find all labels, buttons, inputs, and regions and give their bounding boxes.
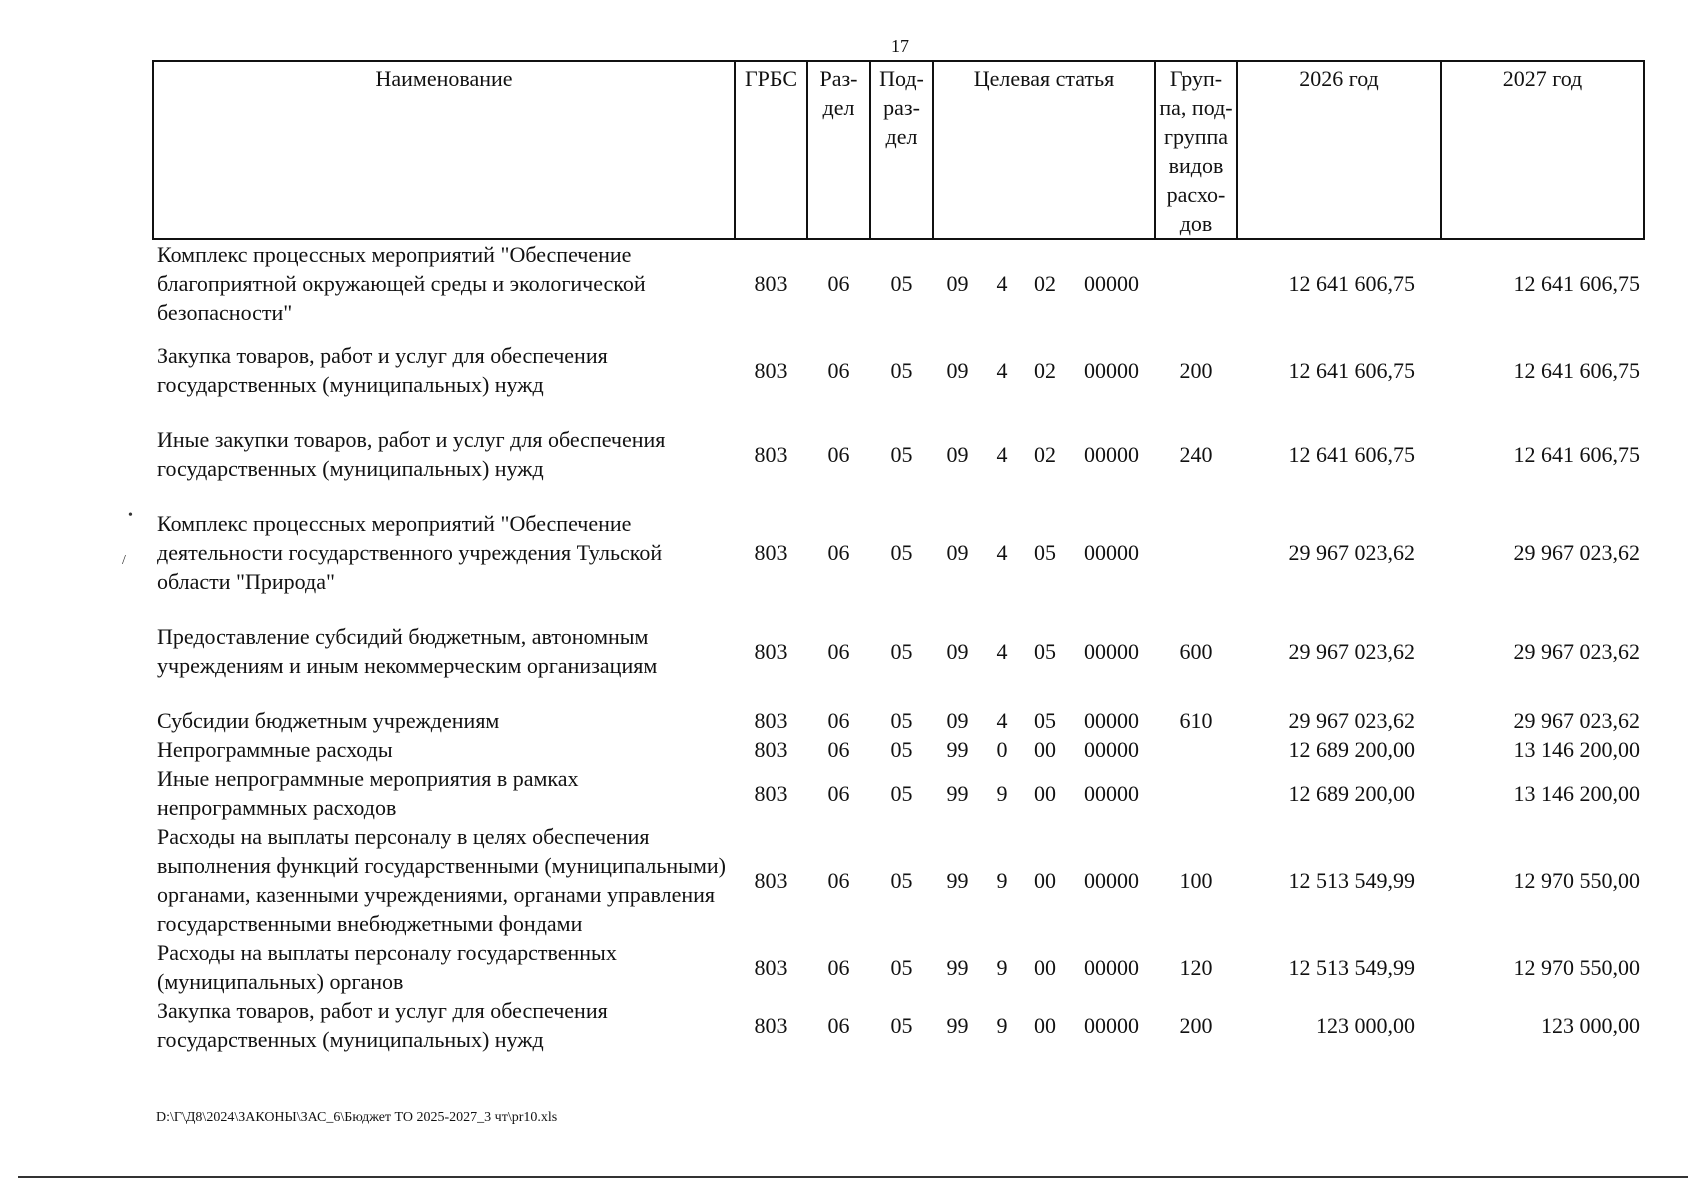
row-razdel: 06 bbox=[827, 1012, 850, 1038]
row-2026: 123 000,00 bbox=[1316, 1012, 1415, 1038]
row-grbs: 803 bbox=[754, 271, 788, 296]
row-2027: 29 967 023,62 bbox=[1513, 638, 1640, 664]
row-2027: 12 641 606,75 bbox=[1513, 441, 1640, 467]
budget-table bbox=[152, 60, 1645, 1054]
row-2027: 123 000,00 bbox=[1541, 1012, 1640, 1038]
table-row bbox=[153, 938, 1644, 996]
row-group: 200 bbox=[1179, 1012, 1213, 1038]
row-grbs: 803 bbox=[754, 708, 788, 733]
row-target-1: 99 bbox=[946, 954, 969, 980]
row-target-4: 00000 bbox=[1084, 708, 1139, 733]
row-target-2: 4 bbox=[996, 441, 1008, 467]
row-podrazdel: 05 bbox=[890, 1012, 913, 1038]
row-target-2: 4 bbox=[996, 540, 1008, 565]
row-2026: 29 967 023,62 bbox=[1288, 540, 1415, 565]
table-row bbox=[153, 735, 1644, 764]
row-target-3: 05 bbox=[1034, 708, 1056, 733]
row-target-4: 00000 bbox=[1084, 780, 1139, 806]
row-name: Закупка товаров, работ и услуг для обеспечения государственных (муниципальных) нужд bbox=[157, 343, 608, 397]
row-target-4: 00000 bbox=[1084, 638, 1139, 664]
row-target-3: 02 bbox=[1034, 441, 1056, 467]
row-target-2: 4 bbox=[996, 357, 1008, 383]
row-group: 200 bbox=[1179, 357, 1213, 383]
row-target-2: 9 bbox=[996, 1012, 1008, 1038]
row-razdel: 06 bbox=[827, 780, 850, 806]
row-podrazdel: 05 bbox=[890, 638, 913, 664]
row-razdel: 06 bbox=[827, 867, 850, 893]
row-target-3: 00 bbox=[1034, 780, 1056, 806]
row-target-3: 02 bbox=[1034, 271, 1056, 296]
page-bottom-rule bbox=[18, 1176, 1688, 1178]
row-2026: 12 689 200,00 bbox=[1288, 737, 1415, 762]
row-target-4: 00000 bbox=[1084, 954, 1139, 980]
row-2027: 13 146 200,00 bbox=[1513, 737, 1640, 762]
row-group bbox=[1155, 239, 1237, 341]
row-grbs: 803 bbox=[754, 357, 788, 383]
header-razdel: Раз- дел bbox=[807, 61, 870, 239]
row-target-2: 9 bbox=[996, 954, 1008, 980]
scan-speck: / bbox=[122, 553, 126, 568]
row-target-3: 00 bbox=[1034, 867, 1056, 893]
row-group: 100 bbox=[1179, 867, 1213, 893]
row-podrazdel: 05 bbox=[890, 441, 913, 467]
row-target-1: 09 bbox=[946, 638, 969, 664]
header-target: Целевая статья bbox=[933, 61, 1155, 239]
row-target-1: 09 bbox=[946, 708, 969, 733]
table-row bbox=[153, 425, 1644, 509]
row-target-4: 00000 bbox=[1084, 357, 1139, 383]
row-2026: 12 641 606,75 bbox=[1288, 271, 1415, 296]
row-razdel: 06 bbox=[827, 540, 850, 565]
row-target-2: 0 bbox=[996, 737, 1008, 762]
row-name: Иные закупки товаров, работ и услуг для обеспечения государственных (муниципальных) нужд bbox=[157, 427, 666, 481]
row-target-1: 09 bbox=[946, 540, 969, 565]
row-2027: 12 641 606,75 bbox=[1513, 357, 1640, 383]
row-podrazdel: 05 bbox=[890, 708, 913, 733]
row-target-2: 4 bbox=[996, 271, 1008, 296]
row-group bbox=[1155, 764, 1237, 822]
table-row bbox=[153, 509, 1644, 622]
row-2027: 12 970 550,00 bbox=[1513, 867, 1640, 893]
row-grbs: 803 bbox=[754, 780, 788, 806]
row-name: Закупка товаров, работ и услуг для обеспечения государственных (муниципальных) нужд bbox=[157, 998, 608, 1052]
row-name: Расходы на выплаты персоналу государственных (муниципальных) органов bbox=[157, 940, 617, 994]
row-razdel: 06 bbox=[827, 954, 850, 980]
row-target-3: 05 bbox=[1034, 540, 1056, 565]
row-target-3: 02 bbox=[1034, 357, 1056, 383]
row-razdel: 06 bbox=[827, 271, 850, 296]
row-name: Расходы на выплаты персоналу в целях обеспечения выполнения функций государственными (муниципальными) органами, казенными учреждениями, органами управления государственными внебюджетными фондами bbox=[157, 824, 726, 936]
row-target-1: 99 bbox=[946, 867, 969, 893]
row-group: 240 bbox=[1179, 441, 1213, 467]
row-grbs: 803 bbox=[754, 954, 788, 980]
row-2027: 13 146 200,00 bbox=[1513, 780, 1640, 806]
row-2026: 12 641 606,75 bbox=[1288, 441, 1415, 467]
row-name: Иные непрограммные мероприятия в рамках непрограммных расходов bbox=[157, 766, 579, 820]
header-grbs: ГРБС bbox=[735, 61, 807, 239]
scan-speck: • bbox=[128, 508, 133, 523]
row-target-1: 09 bbox=[946, 441, 969, 467]
row-grbs: 803 bbox=[754, 1012, 788, 1038]
row-2026: 12 513 549,99 bbox=[1288, 867, 1415, 893]
row-2026: 12 641 606,75 bbox=[1288, 357, 1415, 383]
row-podrazdel: 05 bbox=[890, 954, 913, 980]
row-2027: 29 967 023,62 bbox=[1513, 540, 1640, 565]
row-2026: 29 967 023,62 bbox=[1288, 638, 1415, 664]
row-target-1: 09 bbox=[946, 357, 969, 383]
row-2027: 12 970 550,00 bbox=[1513, 954, 1640, 980]
row-target-4: 00000 bbox=[1084, 271, 1139, 296]
row-name: Комплекс процессных мероприятий "Обеспечение деятельности государственного учреждения Тульской области "Природа" bbox=[157, 511, 663, 594]
row-grbs: 803 bbox=[754, 737, 788, 762]
row-podrazdel: 05 bbox=[890, 780, 913, 806]
table-row bbox=[153, 822, 1644, 938]
row-name: Предоставление субсидий бюджетным, автономным учреждениям и иным некоммерческим организациям bbox=[157, 624, 658, 678]
row-group: 120 bbox=[1179, 954, 1213, 980]
row-group bbox=[1155, 509, 1237, 622]
header-2026: 2026 год bbox=[1237, 61, 1441, 239]
file-path-footer: D:\Г\Д8\2024\ЗАКОНЫ\ЗАС_6\Бюджет ТО 2025-2027_3 чт\pr10.xls bbox=[156, 1110, 558, 1125]
table-row bbox=[153, 996, 1644, 1054]
row-target-2: 9 bbox=[996, 867, 1008, 893]
row-target-3: 05 bbox=[1034, 638, 1056, 664]
row-target-3: 00 bbox=[1034, 954, 1056, 980]
row-2027: 12 641 606,75 bbox=[1513, 271, 1640, 296]
header-podrazdel: Под- раз- дел bbox=[870, 61, 933, 239]
row-podrazdel: 05 bbox=[890, 357, 913, 383]
row-razdel: 06 bbox=[827, 357, 850, 383]
row-podrazdel: 05 bbox=[890, 271, 913, 296]
table-row bbox=[153, 706, 1644, 735]
row-target-3: 00 bbox=[1034, 1012, 1056, 1038]
row-2026: 29 967 023,62 bbox=[1288, 708, 1415, 733]
row-target-2: 4 bbox=[996, 708, 1008, 733]
row-target-4: 00000 bbox=[1084, 1012, 1139, 1038]
header-group: Груп- па, под- группа видов расхо- дов bbox=[1155, 61, 1237, 239]
row-target-4: 00000 bbox=[1084, 737, 1139, 762]
header-name: Наименование bbox=[153, 61, 735, 239]
row-target-2: 9 bbox=[996, 780, 1008, 806]
row-target-4: 00000 bbox=[1084, 540, 1139, 565]
row-target-1: 99 bbox=[946, 1012, 969, 1038]
header-2027: 2027 год bbox=[1441, 61, 1644, 239]
row-grbs: 803 bbox=[754, 441, 788, 467]
row-grbs: 803 bbox=[754, 540, 788, 565]
row-target-4: 00000 bbox=[1084, 441, 1139, 467]
table-row bbox=[153, 622, 1644, 706]
row-2026: 12 689 200,00 bbox=[1288, 780, 1415, 806]
row-target-1: 09 bbox=[946, 271, 969, 296]
row-podrazdel: 05 bbox=[890, 540, 913, 565]
row-target-2: 4 bbox=[996, 638, 1008, 664]
row-grbs: 803 bbox=[754, 638, 788, 664]
row-name: Субсидии бюджетным учреждениям bbox=[157, 708, 500, 733]
row-target-1: 99 bbox=[946, 737, 969, 762]
row-target-1: 99 bbox=[946, 780, 969, 806]
row-name: Комплекс процессных мероприятий "Обеспечение благоприятной окружающей среды и экологической безопасности" bbox=[157, 242, 646, 325]
row-razdel: 06 bbox=[827, 441, 850, 467]
row-target-3: 00 bbox=[1034, 737, 1056, 762]
table-row bbox=[153, 764, 1644, 822]
row-razdel: 06 bbox=[827, 708, 850, 733]
row-group: 610 bbox=[1179, 708, 1213, 733]
row-podrazdel: 05 bbox=[890, 867, 913, 893]
row-podrazdel: 05 bbox=[890, 737, 913, 762]
table-row bbox=[153, 341, 1644, 425]
row-target-4: 00000 bbox=[1084, 867, 1139, 893]
row-grbs: 803 bbox=[754, 867, 788, 893]
row-name: Непрограммные расходы bbox=[157, 737, 393, 762]
page-number: 17 bbox=[891, 36, 909, 56]
row-razdel: 06 bbox=[827, 638, 850, 664]
table-row bbox=[153, 239, 1644, 341]
row-group: 600 bbox=[1179, 638, 1213, 664]
row-2026: 12 513 549,99 bbox=[1288, 954, 1415, 980]
table-header-row bbox=[153, 61, 1644, 239]
row-group bbox=[1155, 735, 1237, 764]
row-2027: 29 967 023,62 bbox=[1513, 708, 1640, 733]
row-razdel: 06 bbox=[827, 737, 850, 762]
